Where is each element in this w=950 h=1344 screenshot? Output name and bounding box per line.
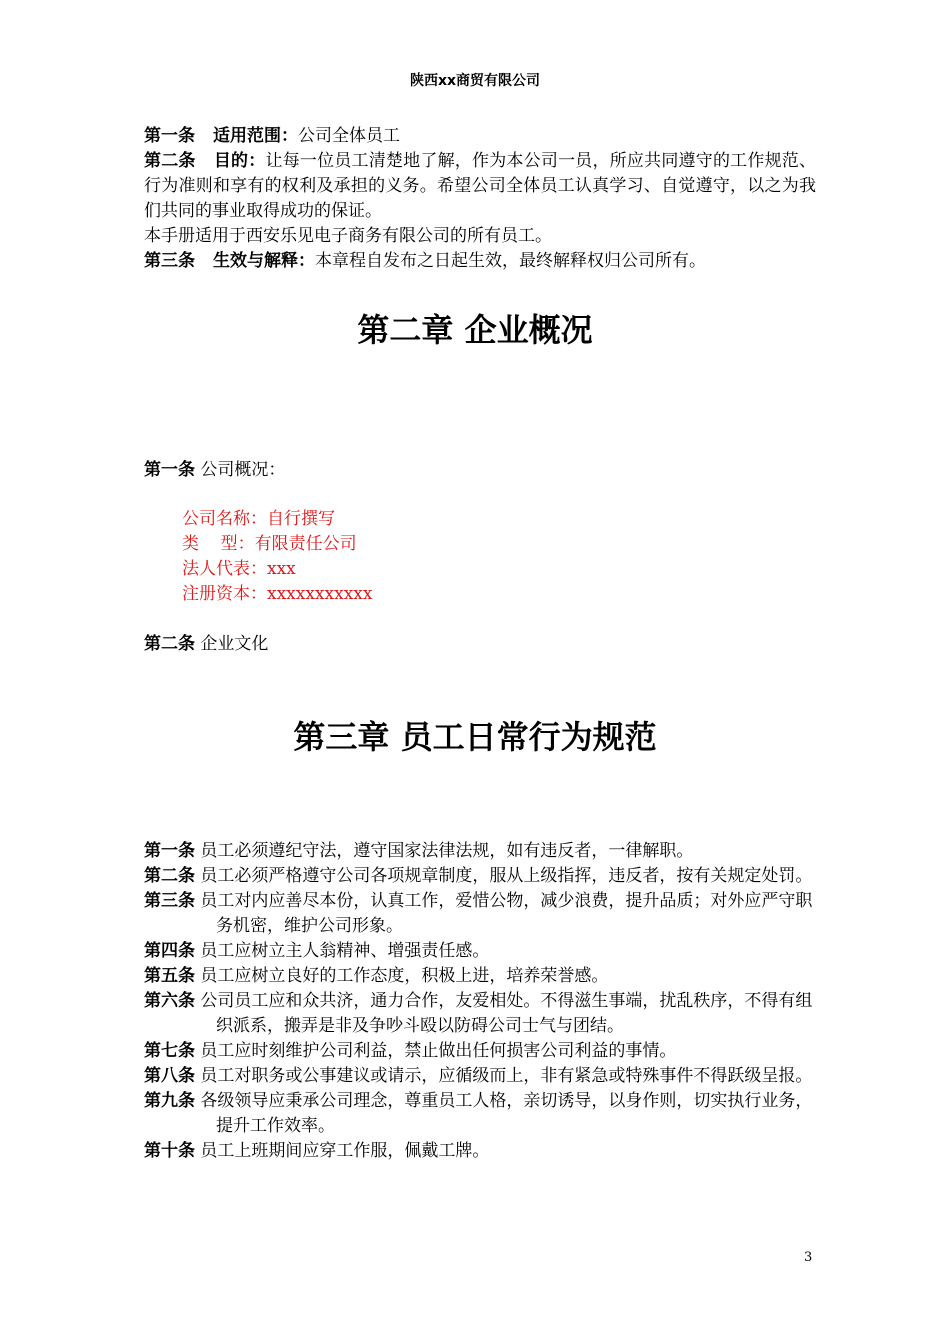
intro-article-1 (144, 124, 816, 149)
intro-section (144, 124, 816, 274)
rule-label: 第一条 (144, 841, 195, 861)
company-info-type: 类 型：有限责任公司 (182, 534, 357, 554)
rule-text: 员工应树立主人翁精神、增强责任感。 (200, 941, 490, 961)
rule-text: 员工对内应善尽本份，认真工作，爱惜公物，减少浪费，提升品质；对外应严守职务机密，维护公司形象。 (200, 891, 813, 936)
chapter-3-rules (144, 839, 816, 1164)
article-label: 第一条 (144, 460, 195, 480)
rule-text: 员工必须严格遵守公司各项规章制度，服从上级指挥，违反者，按有关规定处罚。 (200, 866, 813, 886)
rule-item (144, 1064, 816, 1089)
intro-note: 本手册适用于西安乐见电子商务有限公司的所有员工。 (144, 226, 552, 246)
rule-item (144, 964, 816, 989)
rule-label: 第二条 (144, 866, 195, 886)
article-title: 适用范围： (213, 126, 298, 146)
article-text: 本章程自发布之日起生效，最终解释权归公司所有。 (315, 251, 706, 271)
company-info (182, 507, 854, 607)
article-title: 目的： (213, 151, 266, 171)
rule-label: 第四条 (144, 941, 195, 961)
article-label: 第二条 (144, 634, 195, 654)
company-info-capital: 注册资本：xxxxxxxxxxx (182, 584, 373, 604)
company-info-name: 公司名称：自行撰写 (182, 509, 335, 529)
rule-text: 员工上班期间应穿工作服，佩戴工牌。 (200, 1141, 490, 1161)
rule-text: 公司员工应和众共济，通力合作，友爱相处。不得滋生事端，扰乱秩序，不得有组织派系，搬弄是非及争吵斗殴以防碍公司士气与团结。 (200, 991, 813, 1036)
article-text: 公司概况： (200, 460, 286, 480)
article-text: 让每一位员工清楚地了解，作为本公司一员，所应共同遵守的工作规范、行为准则和享有的权利及承担的义务。希望公司全体员工认真学习、自觉遵守，以之为我们共同的事业取得成功的保证。 (144, 151, 817, 221)
rule-label: 第三条 (144, 891, 195, 911)
rule-text: 员工应时刻维护公司利益，禁止做出任何损害公司利益的事情。 (200, 1041, 677, 1061)
article-label: 第三条 (144, 251, 195, 271)
rule-item (144, 939, 816, 964)
page-header: 陕西xx商贸有限公司 (409, 73, 541, 89)
rule-label: 第六条 (144, 991, 195, 1011)
rule-item (144, 864, 816, 889)
article-text: 企业文化 (200, 634, 269, 654)
rule-text: 各级领导应秉承公司理念，尊重员工人格，亲切诱导，以身作则，切实执行业务，提升工作效率。 (200, 1091, 813, 1136)
article-label: 第一条 (144, 126, 195, 146)
company-info-legal-rep: 法人代表：xxx (182, 559, 296, 579)
rule-label: 第七条 (144, 1041, 195, 1061)
article-label: 第二条 (144, 151, 196, 171)
rule-text: 员工必须遵纪守法，遵守国家法律法规，如有违反者，一律解职。 (200, 841, 694, 861)
rule-label: 第五条 (144, 966, 195, 986)
rule-text: 员工对职务或公事建议或请示，应循级而上，非有紧急或特殊事件不得跃级呈报。 (200, 1066, 813, 1086)
rule-label: 第九条 (144, 1091, 195, 1111)
chapter-2-article-2 (144, 632, 816, 657)
intro-article-2 (144, 149, 816, 224)
chapter-2-article-1 (144, 458, 816, 483)
rule-item (144, 1039, 816, 1064)
page-number: 3 (804, 1250, 813, 1265)
chapter-3-title: 第三章 员工日常行为规范 (293, 718, 657, 756)
rule-label: 第十条 (144, 1141, 195, 1161)
chapter-2-title: 第二章 企业概况 (357, 311, 593, 349)
rule-item (144, 1139, 816, 1164)
rule-text: 员工应树立良好的工作态度，积极上进，培养荣誉感。 (200, 966, 609, 986)
rule-item (144, 839, 816, 864)
rule-item (144, 989, 816, 1039)
article-title: 生效与解释： (213, 251, 315, 271)
rule-item (144, 889, 816, 939)
rule-item (144, 1089, 816, 1139)
intro-article-3 (144, 249, 816, 274)
rule-label: 第八条 (144, 1066, 195, 1086)
article-text: 公司全体员工 (298, 126, 400, 146)
